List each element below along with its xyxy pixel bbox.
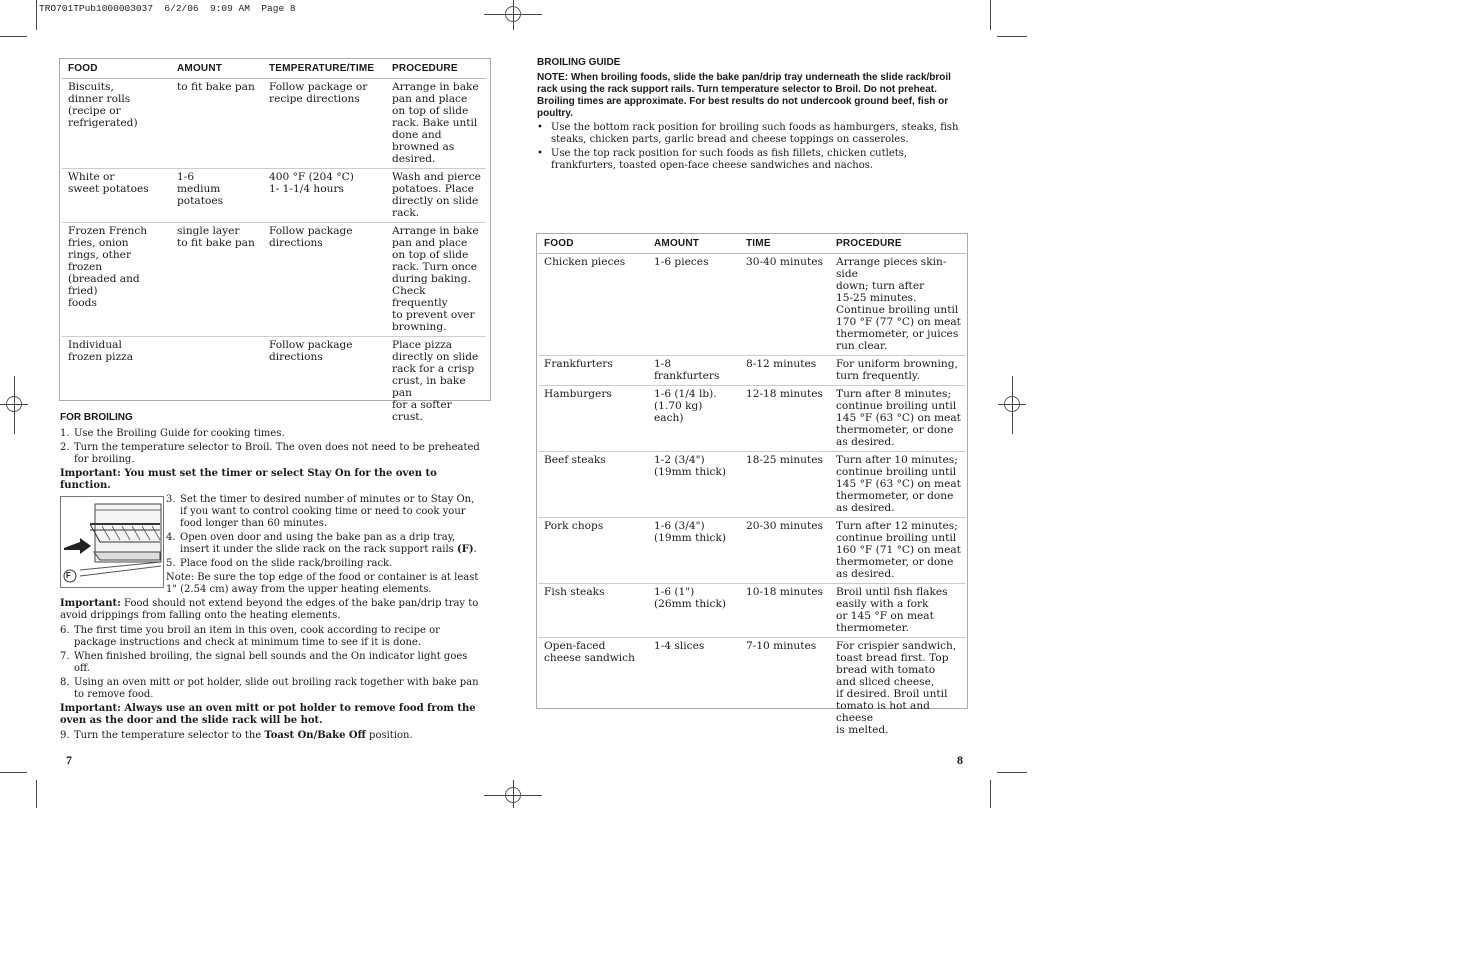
table-row	[62, 169, 486, 223]
baking-header-3: PROCEDURE	[385, 59, 486, 79]
important-timer: Important: You must set the timer or select Stay On for the oven to function.	[60, 468, 437, 491]
baking-cell-2-1: single layer to fit bake pan	[170, 223, 262, 337]
printer-slug: TRO701TPub1000003037 6/2/06 9:09 AM Page 8	[39, 3, 296, 14]
baking-cell-1-1: 1-6 medium potatoes	[170, 169, 262, 223]
broiling-cell-1-2: 8-12 minutes	[739, 356, 829, 386]
broiling-cell-0-3: Arrange pieces skin-side down; turn after 15-25 minutes. Continue broiling until 170 °F (77 °C) on meat thermometer, or juices run clear.	[829, 254, 966, 356]
broiling-cell-2-0: Hamburgers	[538, 386, 647, 452]
broiling-cell-3-1: 1-2 (3/4") (19mm thick)	[647, 452, 739, 518]
broiling-note: Note: Be sure the top edge of the food or container is at least 1" (2.54 cm) away from the upper heating elements.	[166, 572, 479, 595]
broiling-guide-note: NOTE: When broiling foods, slide the bake pan/drip tray underneath the slide rack/broil rack using the rack support rails. Turn temperature selector to Broil. Do not preheat. Broiling times are approximate. For best results do not undercook ground beef, fish or poultry.	[537, 72, 951, 119]
baking-cell-0-2: Follow package or recipe directions	[262, 79, 385, 169]
broiling-cell-4-0: Pork chops	[538, 518, 647, 584]
broiling-table-box	[536, 233, 968, 736]
page-number-right: 8	[957, 753, 963, 767]
broiling-header-3: PROCEDURE	[829, 234, 966, 254]
broiling-cell-3-2: 18-25 minutes	[739, 452, 829, 518]
baking-cell-1-2: 400 °F (204 °C) 1- 1-1/4 hours	[262, 169, 385, 223]
broiling-step-7: 7. When finished broiling, the signal bell sounds and the On indicator light goes off.	[60, 651, 468, 674]
baking-cell-1-0: White or sweet potatoes	[62, 169, 170, 223]
broiling-cell-6-3: For crispier sandwich, toast bread first. Top bread with tomato and sliced cheese, if desired. Broil until tomato is hot and cheese is melted.	[836, 640, 957, 736]
table-row	[538, 452, 966, 518]
broiling-step-3: 3. Set the timer to desired number of minutes or to Stay On, if you want to control cooking time or need to cook your food longer than 60 minutes.	[166, 494, 475, 529]
important-food-edges: Important: Food should not extend beyond the edges of the bake pan/drip tray to avoid drippings from falling onto the heating elements.	[60, 598, 479, 621]
broiling-guide-section	[537, 57, 962, 174]
broiling-guide-heading: BROILING GUIDE	[537, 57, 621, 68]
broiling-cell-0-2: 30-40 minutes	[739, 254, 829, 356]
broiling-cell-0-0: Chicken pieces	[538, 254, 647, 356]
table-row	[538, 356, 966, 386]
baking-cell-3-0: Individual frozen pizza	[68, 339, 134, 363]
oven-rack-illustration	[60, 496, 164, 588]
broiling-step-1: 1. Use the Broiling Guide for cooking times.	[60, 428, 285, 439]
table-row	[538, 254, 966, 356]
baking-header-1: AMOUNT	[170, 59, 262, 79]
table-row	[538, 638, 966, 740]
broiling-cell-5-2: 10-18 minutes	[739, 584, 829, 638]
broiling-cell-3-0: Beef steaks	[538, 452, 647, 518]
table-row	[538, 518, 966, 584]
broiling-table	[538, 234, 966, 739]
important-oven-mitt: Important: Always use an oven mitt or pot holder to remove food from the oven as the door and the slide rack will be hot.	[60, 703, 476, 726]
broiling-header-0: FOOD	[538, 234, 647, 254]
broiling-cell-2-3: Turn after 8 minutes; continue broiling until 145 °F (63 °C) on meat thermometer, or done as desired.	[829, 386, 966, 452]
baking-cell-0-0: Biscuits, dinner rolls (recipe or refrigerated)	[62, 79, 170, 169]
broiling-step-9: 9. Turn the temperature selector to the Toast On/Bake Off position.	[60, 730, 413, 741]
table-row	[538, 386, 966, 452]
baking-cell-2-0: Frozen French fries, onion rings, other frozen (breaded and fried) foods	[62, 223, 170, 337]
guide-bullet-bottom-rack: • Use the bottom rack position for broiling such foods as hamburgers, steaks, fish steaks, chicken parts, garlic bread and cheese toppings on casseroles.	[537, 122, 959, 145]
broiling-cell-4-2: 20-30 minutes	[739, 518, 829, 584]
broiling-cell-0-1: 1-6 pieces	[647, 254, 739, 356]
broiling-step-6: 6. The first time you broil an item in this oven, cook according to recipe or package instructions and check at minimum time to see if it is done.	[60, 625, 440, 648]
broiling-cell-5-0: Fish steaks	[538, 584, 647, 638]
guide-bullet-top-rack: • Use the top rack position for such foods as fish fillets, chicken cutlets, frankfurters, toasted open-face cheese sandwiches and nachos.	[537, 148, 908, 171]
table-row	[62, 79, 486, 169]
baking-table	[62, 59, 486, 426]
broiling-heading: FOR BROILING	[60, 412, 133, 423]
baking-cell-0-3: Arrange in bake pan and place on top of slide rack. Bake until done and browned as desired.	[385, 79, 486, 169]
broiling-cell-2-1: 1-6 (1/4 lb). (1.70 kg) each)	[647, 386, 739, 452]
broiling-step-5: 5. Place food on the slide rack/broiling rack.	[166, 558, 393, 569]
broiling-cell-1-1: 1-8 frankfurters	[647, 356, 739, 386]
page-number-left: 7	[66, 753, 72, 767]
baking-cell-2-3: Arrange in bake pan and place on top of slide rack. Turn once during baking. Check frequently to prevent over browning.	[385, 223, 486, 337]
broiling-section	[60, 412, 480, 744]
baking-cell-1-3: Wash and pierce potatoes. Place directly on slide rack.	[385, 169, 486, 223]
broiling-cell-4-1: 1-6 (3/4") (19mm thick)	[647, 518, 739, 584]
baking-header-0: FOOD	[62, 59, 170, 79]
broiling-cell-6-2: 7-10 minutes	[746, 640, 817, 652]
broiling-cell-1-0: Frankfurters	[538, 356, 647, 386]
broiling-cell-2-2: 12-18 minutes	[739, 386, 829, 452]
baking-header-2: TEMPERATURE/TIME	[262, 59, 385, 79]
baking-cell-3-2: Follow package directions	[269, 339, 353, 363]
broiling-header-1: AMOUNT	[647, 234, 739, 254]
broiling-header-2: TIME	[739, 234, 829, 254]
table-row	[62, 223, 486, 337]
baking-cell-3-3: Place pizza directly on slide rack for a crisp crust, in bake pan for a softer crust.	[392, 339, 479, 423]
broiling-cell-3-3: Turn after 10 minutes; continue broiling until 145 °F (63 °C) on meat thermometer, or done as desired.	[829, 452, 966, 518]
figure-label-f: F	[66, 571, 71, 580]
table-row	[538, 584, 966, 638]
broiling-step-2: 2. Turn the temperature selector to Broil. The oven does not need to be preheated for broiling.	[60, 442, 480, 465]
broiling-cell-4-3: Turn after 12 minutes; continue broiling until 160 °F (71 °C) on meat thermometer, or done as desired.	[829, 518, 966, 584]
broiling-step-8: 8. Using an oven mitt or pot holder, slide out broiling rack together with bake pan to remove food.	[60, 677, 479, 700]
broiling-cell-5-1: 1-6 (1") (26mm thick)	[647, 584, 739, 638]
broiling-step-4: 4. Open oven door and using the bake pan as a drip tray, insert it under the slide rack on the rack support rails (F).	[166, 532, 477, 555]
broiling-cell-5-3: Broil until fish flakes easily with a fork or 145 °F on meat thermometer.	[829, 584, 966, 638]
baking-cell-0-1: to fit bake pan	[170, 79, 262, 169]
broiling-cell-6-0: Open-faced cheese sandwich	[544, 640, 635, 664]
broiling-cell-6-1: 1-4 slices	[654, 640, 705, 652]
baking-cell-2-2: Follow package directions	[262, 223, 385, 337]
broiling-cell-1-3: For uniform browning, turn frequently.	[829, 356, 966, 386]
